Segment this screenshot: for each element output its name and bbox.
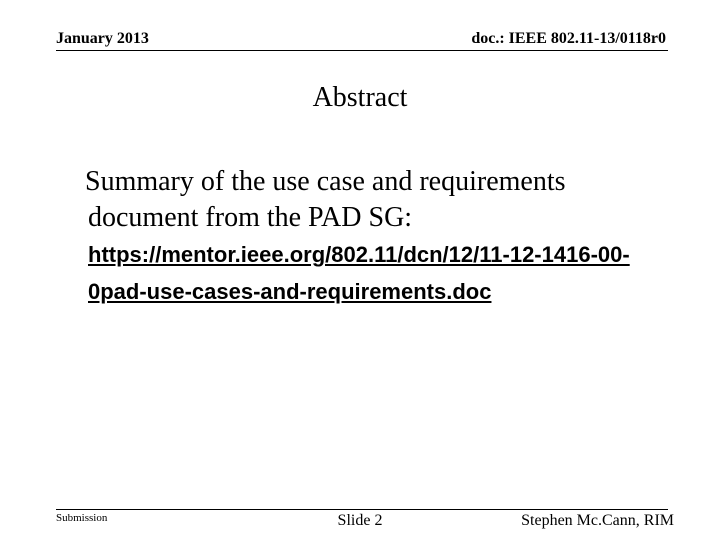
body-text: Summary of the use case and requirements document from the PAD SG:: [85, 166, 566, 233]
footer-submission: Submission: [56, 512, 108, 524]
footer-divider: [56, 509, 668, 510]
footer-author: Stephen Mc.Cann, RIM: [521, 512, 674, 529]
header-doc-id: doc.: IEEE 802.11-13/0118r0: [471, 30, 666, 47]
footer-slide-number: Slide 2: [337, 512, 383, 529]
header-divider: [56, 50, 668, 51]
slide-title: Abstract: [312, 82, 408, 113]
slide-body: [85, 164, 648, 310]
document-link[interactable]: https://mentor.ieee.org/802.11/dcn/12/11-12-1416-00-0pad-use-cases-and-requirements.doc: [88, 242, 630, 304]
header-date: January 2013: [56, 30, 149, 47]
